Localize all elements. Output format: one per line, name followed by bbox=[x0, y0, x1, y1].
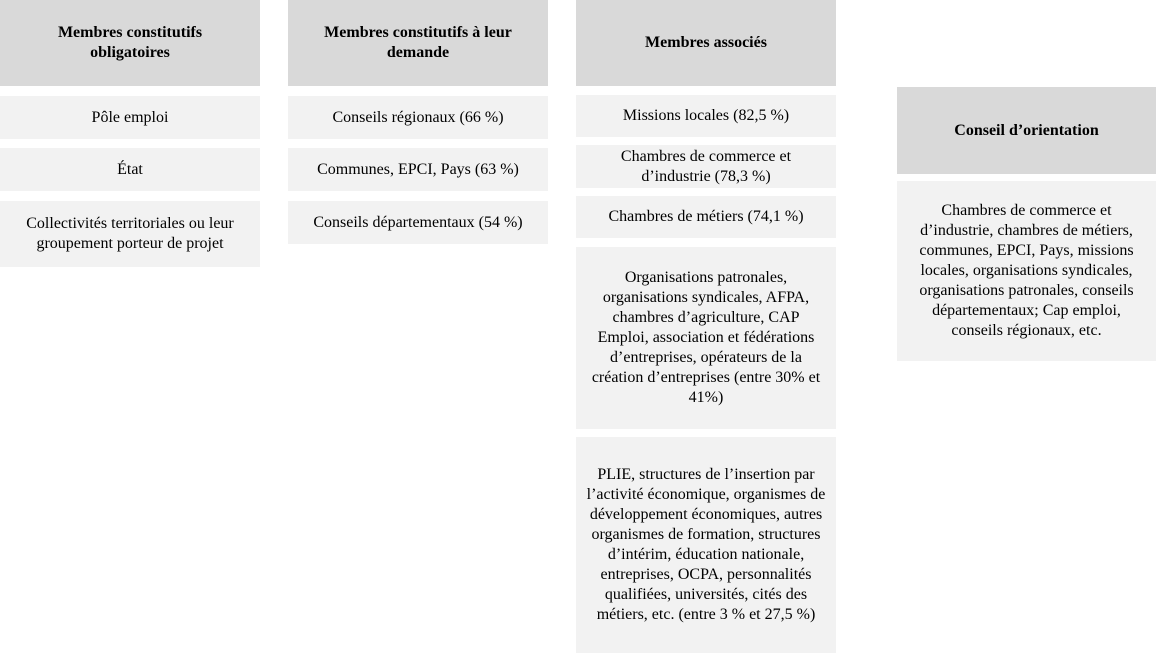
item-missions-locales bbox=[576, 95, 836, 137]
item-plie-structures bbox=[576, 437, 836, 653]
header-label: Membres associés bbox=[645, 34, 767, 51]
item-etat bbox=[0, 148, 260, 191]
item-chambres-commerce-industrie bbox=[576, 145, 836, 188]
header-label: Membres constitutifs à leur demande bbox=[324, 24, 512, 61]
header-membres-associes bbox=[576, 0, 836, 86]
item-organisations-patronales bbox=[576, 247, 836, 429]
header-membres-constitutifs-obligatoires bbox=[0, 0, 260, 86]
item-label: Pôle emploi bbox=[91, 108, 169, 126]
item-label: État bbox=[117, 160, 143, 178]
item-collectivites-territoriales bbox=[0, 201, 260, 267]
header-conseil-orientation bbox=[897, 87, 1156, 174]
item-label: Organisations patronales, organisations syndicales, AFPA, chambres d’agriculture, CAP Emploi, association et fédérations d’entreprises, opérateurs de la création d’entreprises (entre 30% et 41%) bbox=[591, 269, 821, 406]
item-communes-epci-pays bbox=[288, 148, 548, 191]
header-label: Conseil d’orientation bbox=[954, 121, 1099, 139]
item-label: Conseils départementaux (54 %) bbox=[313, 213, 523, 231]
item-label: Communes, EPCI, Pays (63 %) bbox=[317, 160, 519, 178]
item-label: Chambres de métiers (74,1 %) bbox=[608, 208, 804, 225]
item-label: Chambres de commerce et d’industrie, chambres de métiers, communes, EPCI, Pays, missions locales, organisations syndicales, organisations patronales, conseils départementaux; Cap emploi, conseils régionaux, etc. bbox=[919, 202, 1134, 339]
item-pole-emploi bbox=[0, 96, 260, 139]
item-label: Chambres de commerce et d’industrie (78,3 %) bbox=[620, 147, 792, 185]
item-label: Missions locales (82,5 %) bbox=[622, 107, 790, 124]
item-conseil-orientation-membres bbox=[897, 181, 1156, 361]
item-conseils-departementaux bbox=[288, 201, 548, 244]
item-label: Conseils régionaux (66 %) bbox=[332, 108, 504, 126]
header-membres-constitutifs-demande bbox=[288, 0, 548, 86]
item-conseils-regionaux bbox=[288, 96, 548, 139]
item-chambres-metiers bbox=[576, 196, 836, 238]
item-label: Collectivités territoriales ou leur groupement porteur de projet bbox=[26, 215, 234, 252]
item-label: PLIE, structures de l’insertion par l’activité économique, organismes de développement économiques, autres organismes de formation, structures d’intérim, éducation nationale, entreprises, OCPA, personnalités qualifiées, universités, cités des métiers, etc. (entre 3 % et 27,5 %) bbox=[586, 466, 826, 623]
header-label: Membres constitutifs obligatoires bbox=[57, 24, 203, 61]
